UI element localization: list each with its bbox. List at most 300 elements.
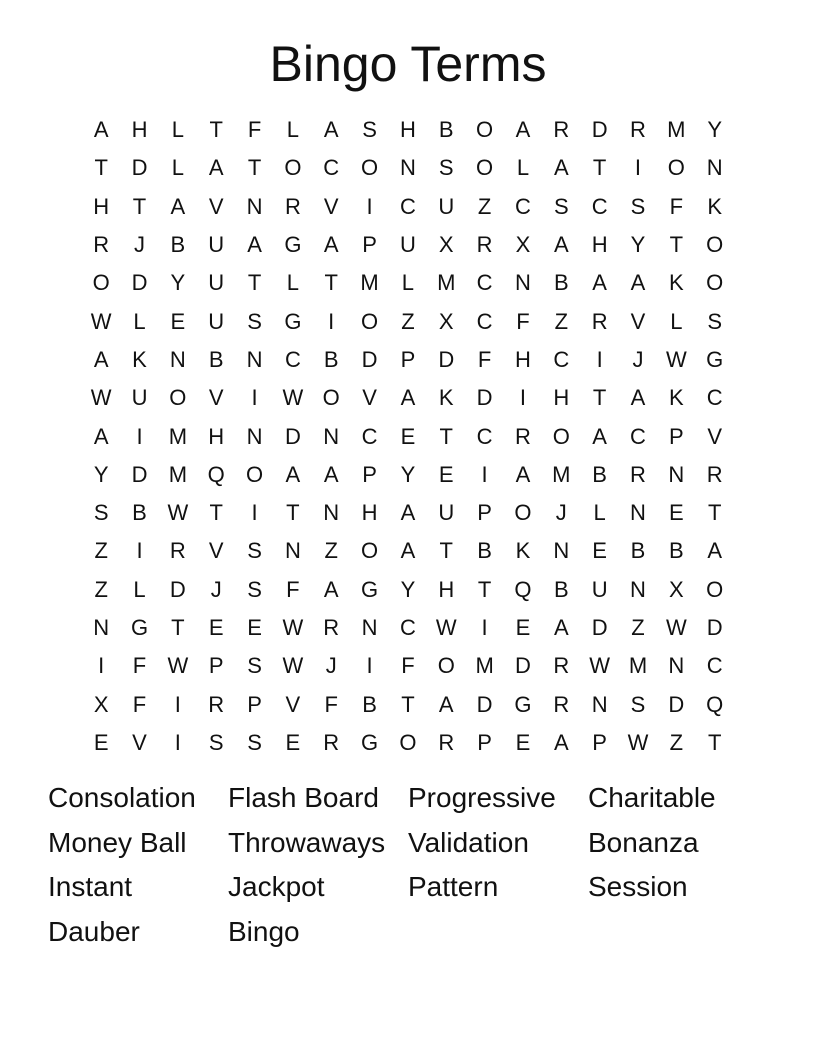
grid-letter: A [515,117,531,143]
grid-letter: D [591,117,608,143]
word-list-item: Validation [408,826,529,858]
grid-letter: F [247,117,262,143]
grid-letter: R [284,193,301,219]
grid-letter: S [630,193,646,219]
grid-letter: O [476,155,494,181]
grid-letter: M [360,270,379,296]
grid-letter: S [208,729,224,755]
grid-letter: T [324,270,338,296]
grid-letter: T [669,232,684,258]
grid-letter: W [627,729,649,755]
grid-letter: N [246,193,263,219]
grid-letter: I [136,538,143,564]
grid-letter: V [285,691,301,717]
grid-letter: R [476,232,493,258]
grid-letter: E [247,615,262,640]
grid-letter: R [323,729,340,755]
grid-letter: T [439,538,453,564]
word-list-item: Consolation [48,782,196,813]
grid-letter: S [707,308,723,334]
grid-letter: B [323,346,339,372]
grid-letter: C [476,270,493,296]
grid-letter: N [93,615,110,640]
grid-letter: E [438,461,454,487]
grid-letter: N [706,155,723,181]
grid-letter: A [323,232,339,258]
grid-letter: N [361,615,378,640]
grid-letter: M [475,653,494,679]
grid-letter: L [133,576,146,602]
grid-letter: A [707,538,723,564]
grid-letter: N [323,423,340,449]
grid-letter: R [169,538,186,564]
grid-letter: T [592,155,607,181]
grid-letter: U [591,576,608,602]
grid-letter: O [706,232,724,258]
grid-letter: G [514,691,532,717]
word-list-item: Charitable [588,782,716,813]
grid-letter: V [630,308,646,334]
grid-letter: B [208,346,224,372]
grid-letter: T [439,423,453,449]
grid-letter: U [438,500,455,526]
grid-letter: K [668,270,684,296]
grid-letter: N [399,155,416,181]
grid-letter: M [168,423,188,449]
grid-letter: Y [630,232,646,258]
word-list-item: Throwaways [228,826,386,858]
grid-letter: D [476,691,493,717]
grid-letter: M [628,653,648,679]
grid-letter: W [282,615,304,640]
grid-letter: N [246,346,263,372]
grid-letter: G [284,308,302,334]
word-list-item: Pattern [408,871,499,903]
grid-letter: M [437,270,456,296]
grid-letter: A [630,385,646,411]
grid-letter: L [171,155,184,181]
grid-letter: I [519,385,527,411]
grid-letter: R [515,423,531,449]
grid-letter: W [665,615,687,640]
grid-letter: N [591,691,608,717]
grid-letter: G [361,576,379,602]
grid-letter: X [438,308,454,334]
grid-letter: Y [400,576,416,602]
grid-letter: N [630,576,646,602]
grid-letter: Z [324,538,338,564]
grid-letter: T [209,500,223,526]
grid-letter: I [366,653,373,679]
grid-letter: F [401,653,415,679]
grid-letter: K [707,193,723,219]
grid-letter: R [208,691,225,717]
grid-letter: E [285,729,301,755]
grid-letter: L [286,270,300,296]
grid-letter: O [514,500,532,526]
grid-letter: O [361,308,379,334]
grid-letter: J [134,232,146,258]
grid-letter: O [361,538,379,564]
grid-letter: O [667,155,685,181]
grid-letter: I [328,308,335,334]
grid-letter: G [284,232,302,258]
grid-letter: L [593,500,606,526]
grid-letter: R [553,117,570,143]
grid-letter: Y [93,461,109,487]
grid-letter: C [399,615,416,640]
grid-letter: I [596,346,603,372]
grid-letter: V [208,193,224,219]
grid-letter: V [132,729,147,755]
grid-letter: W [282,385,304,411]
grid-letter: F [286,576,300,602]
grid-letter: B [553,270,569,296]
grid-letter: E [400,423,416,449]
grid-letter: D [591,615,608,640]
grid-letter: A [592,270,607,296]
grid-letter: J [632,346,644,372]
grid-letter: P [362,232,377,258]
grid-letter: D [706,615,723,640]
grid-letter: N [169,346,186,372]
word-list-item: Flash Board [228,782,379,813]
grid-letter: I [481,461,488,487]
grid-letter: D [131,461,148,487]
grid-letter: D [515,653,531,679]
grid-letter: O [245,461,264,487]
grid-letter: N [668,653,685,679]
grid-letter: K [668,385,684,411]
grid-letter: Y [170,270,186,296]
grid-letter: S [247,576,262,602]
grid-letter: S [247,308,262,334]
grid-letter: D [361,346,378,372]
grid-letter: C [476,308,493,334]
grid-letter: E [515,729,531,755]
grid-letter: L [171,117,184,143]
grid-letter: M [168,461,188,487]
grid-letter: E [668,500,684,526]
grid-letter: X [93,691,109,717]
grid-letter: N [553,538,570,564]
word-list-item: Session [588,871,688,903]
grid-letter: T [94,155,108,181]
grid-letter: S [630,691,646,717]
grid-letter: A [630,270,646,296]
grid-letter: V [707,423,723,449]
word-list-item: Jackpot [228,871,325,903]
grid-letter: H [553,385,570,411]
grid-letter: V [362,385,377,411]
grid-letter: U [208,308,225,334]
grid-letter: R [323,615,340,640]
grid-letter: D [284,423,301,449]
grid-letter: X [438,232,454,258]
grid-letter: W [589,653,611,679]
grid-letter: A [592,423,607,449]
grid-letter: F [516,308,530,334]
grid-letter: I [136,423,143,449]
grid-letter: O [361,155,379,181]
grid-letter: T [707,500,722,526]
grid-letter: I [251,500,258,526]
grid-letter: T [132,193,147,219]
grid-letter: C [284,346,301,372]
grid-letter: W [282,653,304,679]
grid-letter: T [592,385,607,411]
grid-letter: U [208,232,225,258]
grid-letter: G [361,729,379,755]
grid-letter: I [174,729,181,755]
grid-letter: R [630,461,646,487]
grid-letter: A [438,691,454,717]
grid-letter: P [247,691,262,717]
grid-letter: F [324,691,338,717]
grid-letter: C [591,193,608,219]
grid-letter: S [247,538,262,564]
grid-letter: Z [401,308,415,334]
grid-letter: Q [207,461,225,487]
grid-letter: L [286,117,300,143]
grid-letter: F [669,193,684,219]
grid-letter: S [247,729,262,755]
grid-letter: X [668,576,684,602]
grid-letter: D [668,691,685,717]
grid-letter: O [399,729,417,755]
grid-letter: N [668,461,685,487]
grid-letter: F [477,346,492,372]
grid-letter: F [132,691,147,717]
grid-letter: Z [477,193,492,219]
grid-letter: S [438,155,454,181]
grid-letter: T [477,576,492,602]
grid-letter: Y [707,117,723,143]
grid-letter: E [515,615,531,640]
grid-letter: A [323,461,339,487]
grid-letter: W [167,653,189,679]
grid-letter: O [169,385,187,411]
grid-letter: O [706,576,724,602]
grid-letter: C [706,653,723,679]
word-list-item: Dauber [48,916,140,948]
grid-letter: L [516,155,530,181]
grid-letter: A [93,423,109,449]
grid-letter: Q [706,691,724,717]
grid-letter: B [668,538,684,564]
grid-letter: J [555,500,567,526]
grid-letter: K [132,346,147,372]
grid-letter: T [707,729,722,755]
grid-letter: S [553,193,569,219]
word-list-item: Bonanza [588,826,699,858]
grid-letter: V [323,193,339,219]
grid-letter: B [132,500,147,526]
grid-letter: B [477,538,492,564]
grid-letter: J [210,576,222,602]
grid-letter: G [706,346,724,372]
grid-letter: T [247,270,262,296]
grid-letter: D [131,270,148,296]
grid-letter: H [399,117,416,143]
grid-letter: C [361,423,378,449]
grid-letter: B [438,117,454,143]
grid-letter: U [399,232,416,258]
grid-letter: A [93,117,109,143]
grid-letter: I [366,193,373,219]
grid-letter: C [515,193,531,219]
grid-letter: C [630,423,646,449]
grid-letter: A [170,193,186,219]
grid-letter: S [362,117,377,143]
grid-letter: B [362,691,377,717]
grid-letter: I [98,653,105,679]
grid-letter: I [634,155,642,181]
grid-letter: A [208,155,224,181]
grid-letter: I [174,691,181,717]
grid-letter: A [323,117,339,143]
grid-letter: A [400,500,416,526]
grid-letter: R [553,653,570,679]
letter-grid [82,111,734,762]
grid-letter: H [208,423,225,449]
grid-letter: I [481,615,488,640]
grid-letter: W [90,308,112,334]
grid-letter: A [553,155,569,181]
grid-letter: P [592,729,607,755]
grid-letter: A [515,461,531,487]
grid-letter: T [286,500,300,526]
grid-letter: R [630,117,646,143]
grid-letter: H [131,117,148,143]
grid-letter: B [170,232,186,258]
grid-letter: C [553,346,570,372]
grid-letter: B [553,576,569,602]
grid-letter: O [476,117,494,143]
grid-letter: P [477,500,492,526]
grid-letter: E [592,538,607,564]
grid-letter: O [284,155,302,181]
grid-letter: Z [94,576,108,602]
page-title: Bingo Terms [269,36,547,92]
grid-letter: N [630,500,646,526]
grid-letter: N [515,270,531,296]
grid-letter: M [667,117,686,143]
grid-letter: V [208,385,224,411]
grid-letter: D [169,576,186,602]
grid-letter: T [209,117,223,143]
grid-letter: C [706,385,723,411]
grid-letter: E [93,729,109,755]
grid-letter: R [706,461,723,487]
grid-letter: G [130,615,149,640]
grid-letter: O [552,423,570,449]
grid-letter: U [438,193,455,219]
grid-letter: W [90,385,112,411]
grid-letter: C [476,423,493,449]
grid-letter: T [247,155,262,181]
grid-letter: P [477,729,492,755]
grid-letter: L [133,308,146,334]
word-list [48,778,768,957]
grid-letter: A [400,538,416,564]
grid-letter: E [170,308,186,334]
grid-letter: E [208,615,224,640]
grid-letter: P [208,653,224,679]
grid-letter: O [322,385,340,411]
grid-letter: T [401,691,415,717]
grid-letter: J [325,653,337,679]
grid-letter: O [706,270,724,296]
grid-letter: C [399,193,416,219]
grid-letter: A [553,729,569,755]
grid-letter: A [247,232,262,258]
grid-letter: F [132,653,147,679]
grid-letter: M [552,461,571,487]
grid-letter: K [438,385,454,411]
grid-letter: D [131,155,148,181]
grid-letter: V [208,538,224,564]
word-list-item: Money Ball [48,826,187,858]
grid-letter: S [93,500,109,526]
grid-letter: Q [514,576,532,602]
grid-letter: B [630,538,646,564]
grid-letter: A [553,232,569,258]
grid-letter: Z [94,538,108,564]
grid-letter: A [323,576,339,602]
grid-letter: A [553,615,569,640]
grid-letter: A [93,346,109,372]
grid-letter: O [437,653,455,679]
grid-letter: S [247,653,262,679]
grid-letter: H [591,232,608,258]
grid-letter: H [438,576,455,602]
grid-letter: L [670,308,683,334]
grid-letter: H [515,346,531,372]
grid-letter: L [401,270,415,296]
grid-letter: A [285,461,301,487]
grid-letter: H [93,193,110,219]
grid-letter: N [284,538,301,564]
grid-letter: I [251,385,258,411]
grid-letter: D [438,346,455,372]
grid-letter: W [665,346,687,372]
grid-letter: K [515,538,531,564]
grid-letter: X [515,232,531,258]
word-list-item: Bingo [228,916,300,948]
grid-letter: Y [400,461,416,487]
grid-letter: W [167,500,189,526]
grid-letter: R [438,729,455,755]
grid-letter: Z [554,308,569,334]
grid-letter: W [435,615,457,640]
grid-letter: P [668,423,684,449]
grid-letter: C [323,155,340,181]
grid-letter: U [208,270,225,296]
grid-letter: O [92,270,110,296]
grid-letter: N [246,423,263,449]
grid-letter: T [171,615,185,640]
grid-letter: R [93,232,110,258]
grid-letter: N [323,500,340,526]
word-list-item: Instant [48,871,133,903]
grid-letter: B [592,461,607,487]
grid-letter: U [131,385,148,411]
grid-letter: P [362,461,377,487]
grid-letter: Z [669,729,684,755]
grid-letter: A [400,385,416,411]
grid-letter: P [400,346,416,372]
